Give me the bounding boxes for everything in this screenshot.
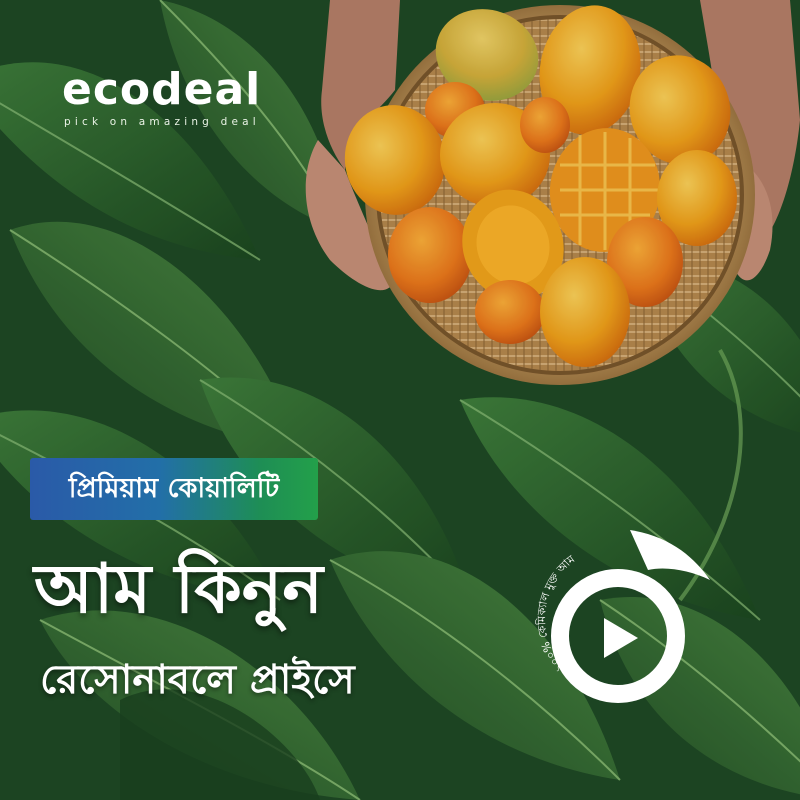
badge-label: প্রিমিয়াম কোয়ালিটি bbox=[68, 473, 280, 504]
seal-leaf-icon bbox=[630, 530, 710, 580]
ecodeal-logo[interactable] bbox=[62, 62, 302, 142]
play-icon[interactable] bbox=[604, 618, 638, 658]
logo-tagline: pick on amazing deal bbox=[64, 116, 260, 128]
premium-quality-badge bbox=[30, 458, 318, 520]
chemical-free-seal bbox=[520, 518, 720, 718]
logo-wordmark: ecodeal bbox=[62, 64, 262, 115]
seal-text: ১০০% কেমিক্যাল মুক্ত আম bbox=[534, 552, 578, 675]
headline-title: আম কিনুন bbox=[34, 550, 323, 629]
headline-subtitle: রেসোনাবলে প্রাইসে bbox=[40, 657, 355, 703]
